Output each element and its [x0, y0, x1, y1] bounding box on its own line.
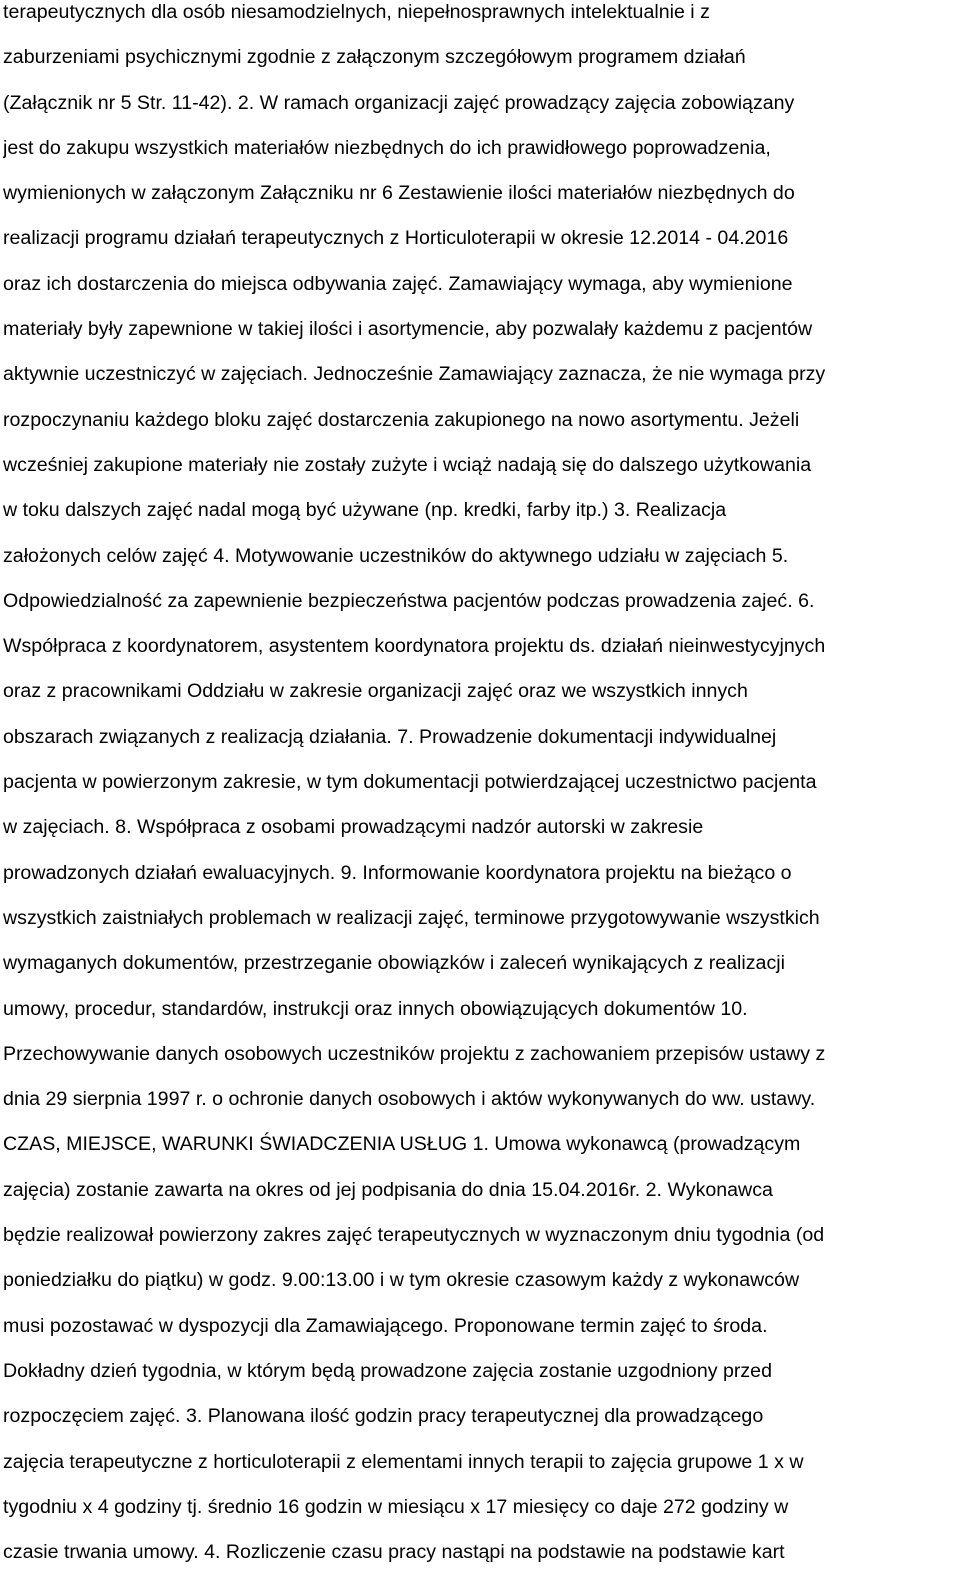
text-line: Przechowywanie danych osobowych uczestników projektu z zachowaniem przepisów ustawy z	[3, 1042, 826, 1065]
text-line: w toku dalszych zajęć nadal mogą być używane (np. kredki, farby itp.) 3. Realizacja	[3, 499, 727, 522]
text-line: oraz z pracownikami Oddziału w zakresie organizacji zajęć oraz we wszystkich innych	[3, 680, 748, 703]
text-line: terapeutycznych dla osób niesamodzielnych, niepełnosprawnych intelektualnie i z	[3, 1, 710, 23]
text-line: zajęcia) zostanie zawarta na okres od jej podpisania do dnia 15.04.2016r. 2. Wykonawca	[3, 1178, 773, 1201]
text-line: poniedziałku do piątku) w godz. 9.00:13.00 i w tym okresie czasowym każdy z wykonawców	[3, 1269, 800, 1292]
text-line: pacjenta w powierzonym zakresie, w tym dokumentacji potwierdzającej uczestnictwo pacjenta	[3, 771, 817, 794]
text-line: zajęcia terapeutyczne z horticuloterapii z elementami innych terapii to zajęcia grupowe 1 x w	[3, 1450, 804, 1473]
text-line: Współpraca z koordynatorem, asystentem koordynatora projektu ds. działań nieinwestycyjnych	[3, 635, 826, 658]
text-line: w zajęciach. 8. Współpraca z osobami prowadzącymi nadzór autorski w zakresie	[3, 816, 704, 839]
text-line: oraz ich dostarczenia do miejsca odbywania zajęć. Zamawiający wymaga, aby wymienione	[3, 272, 793, 295]
text-line: jest do zakupu wszystkich materiałów niezbędnych do ich prawidłowego poprowadzenia,	[3, 136, 771, 159]
text-line: rozpoczynaniu każdego bloku zajęć dostarczenia zakupionego na nowo asortymentu. Jeżeli	[3, 408, 800, 431]
text-line: (Załącznik nr 5 Str. 11-42). 2. W ramach organizacji zajęć prowadzący zajęcia zobowiązany	[3, 91, 795, 114]
text-line: prowadzonych działań ewaluacyjnych. 9. Informowanie koordynatora projektu na bieżąco o	[3, 861, 792, 884]
text-line: CZAS, MIEJSCE, WARUNKI ŚWIADCZENIA USŁUG 1. Umowa wykonawcą (prowadzącym	[3, 1133, 801, 1156]
text-line: wymienionych w załączonym Załączniku nr 6 Zestawienie ilości materiałów niezbędnych do	[3, 182, 795, 205]
text-line: Dokładny dzień tygodnia, w którym będą prowadzone zajęcia zostanie uzgodniony przed	[3, 1359, 772, 1382]
text-line: materiały były zapewnione w takiej ilości i asortymencie, aby pozwalały każdemu z pacjentów	[3, 318, 813, 341]
text-line: wymaganych dokumentów, przestrzeganie obowiązków i zaleceń wynikających z realizacji	[3, 952, 785, 975]
text-line: umowy, procedur, standardów, instrukcji oraz innych obowiązujących dokumentów 10.	[3, 997, 748, 1020]
text-line: Odpowiedzialność za zapewnienie bezpieczeństwa pacjentów podczas prowadzenia zajeć. 6.	[3, 589, 815, 612]
text-line: rozpoczęciem zajęć. 3. Planowana ilość godzin pracy terapeutycznej dla prowadzącego	[3, 1405, 764, 1428]
text-line: wcześniej zakupione materiały nie zostały zużyte i wciąż nadają się do dalszego użytkowania	[3, 453, 812, 476]
text-line: zaburzeniami psychicznymi zgodnie z załączonym szczegółowym programem działań	[3, 46, 746, 69]
text-line: musi pozostawać w dyspozycji dla Zamawiającego. Proponowane termin zajęć to środa.	[3, 1314, 768, 1337]
text-line: aktywnie uczestniczyć w zajęciach. Jednocześnie Zamawiający zaznacza, że nie wymaga przy	[3, 363, 826, 386]
text-line: dnia 29 sierpnia 1997 r. o ochronie danych osobowych i aktów wykonywanych do ww. ustawy.	[3, 1088, 816, 1111]
document-body	[3, 0, 958, 1585]
text-line: założonych celów zajęć 4. Motywowanie uczestników do aktywnego udziału w zajęciach 5.	[3, 544, 789, 567]
text-line: obszarach związanych z realizacją działania. 7. Prowadzenie dokumentacji indywidualnej	[3, 725, 777, 748]
text-line: realizacji programu działań terapeutycznych z Horticuloterapii w okresie 12.2014 - 04.2016	[3, 227, 789, 250]
text-line: tygodniu x 4 godziny tj. średnio 16 godzin w miesiącu x 17 miesięcy co daje 272 godziny w	[3, 1495, 789, 1518]
text-line: czasie trwania umowy. 4. Rozliczenie czasu pracy nastąpi na podstawie na podstawie kart	[3, 1541, 785, 1564]
text-line: wszystkich zaistniałych problemach w realizacji zajęć, terminowe przygotowywanie wszystkich	[3, 906, 820, 929]
text-line: będzie realizował powierzony zakres zajęć terapeutycznych w wyznaczonym dniu tygodnia (od	[3, 1224, 825, 1247]
